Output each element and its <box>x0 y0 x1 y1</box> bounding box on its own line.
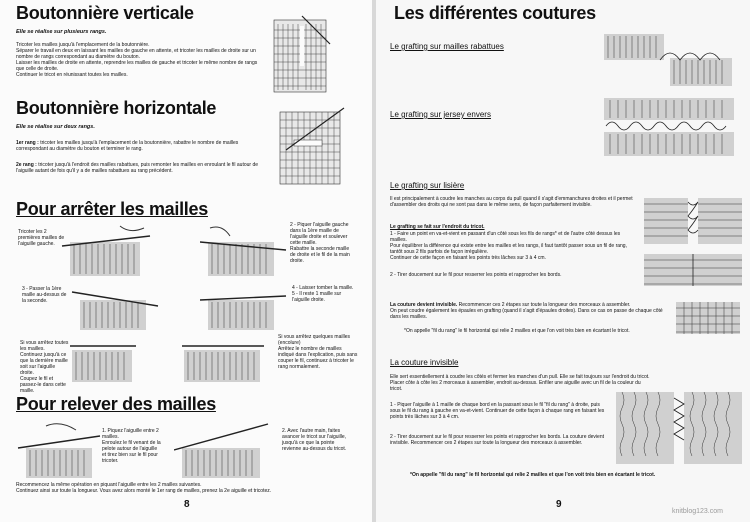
illustration-relever-2 <box>174 420 270 480</box>
subtitle-horizontale: Elle se réalise sur deux rangs. <box>16 124 95 130</box>
text-relever-step1: 1. Piquez l'aiguille entre 2 mailles. Enroulez le fil venant de la pelote autour de l'aiguille et tirez bien sur le fil pour tricoter. <box>102 428 161 464</box>
illustration-verticale <box>272 14 334 94</box>
title-boutonniere-horizontale: Boutonnière horizontale <box>16 98 217 118</box>
rang1-text: tricoter les mailles jusqu'à l'emplacement de la boutonnière, rabattre le nombre de mailles correspondant au diamètre du bouton et terminer le rang. <box>16 140 239 152</box>
illustration-arreter-4 <box>200 282 290 334</box>
watermark: knitblog123.com <box>672 508 723 515</box>
page-number-left: 8 <box>184 499 190 510</box>
text-lisiere-body: Il est principalement à coudre les manches au corps du pull quand il s'agit d'emmanchures droites et il permet d'assembler des droits qui ne sont pas dans le même sens, de façon parfaitement invisible. <box>390 196 633 208</box>
text-arreter-step1: Tricoter les 2 premières mailles de l'aiguille gauche. <box>18 229 65 247</box>
left-page <box>0 0 372 522</box>
illustration-grafting-lisiere-2 <box>640 250 746 290</box>
text-relever-footer: Recommencez la même opération en piquant l'aiguille entre les 2 mailles suivantes. Continuez ainsi sur toute la longueur. Vous avez alors monté le 1er rang de mailles, prenez la 2e aiguille et tricotez. <box>16 482 272 494</box>
text-arreter-note-right: Si vous arrêtez quelques mailles (encolure) Arrêtez le nombre de mailles indiqué dans l'explication, puis sans couper le fil, continuez à tricoter le rang normalement. <box>278 334 358 370</box>
text-verticale: Tricoter les mailles jusqu'à l'emplacement de la boutonnière. Séparer le travail en deux en laissant les mailles de gauche en attente, et tricoter les mailles de droite sur un nombre de rangs correspondant au diamètre du bouton. Laisser les mailles de droite en attente, reprendre les mailles de gauche et tricoter le même nombre de rangs que celle de droite. Continuer le tricot en réunissant toutes les mailles. <box>16 42 258 78</box>
text-relever-step2: 2. Avec l'autre main, faites avancer le tricot sur l'aiguille, jusqu'à ce que la pointe revienne au-dessus du tricot. <box>282 428 347 452</box>
title-differentes-coutures: Les différentes coutures <box>394 3 596 23</box>
rang1-label: 1er rang : <box>16 140 39 146</box>
title-relever-mailles: Pour relever des mailles <box>16 394 216 414</box>
text-arreter-step3: 3 - Passer la 1ère maille au-dessus de la seconde. <box>22 286 67 304</box>
text-couture-step2: 2 - Tirer doucement sur le fil pour resserrer les points et rapprocher les bords. La couture devient invisible. Recommencer ces 2 étapes sur toute la longueur des morceaux à assembler. <box>390 434 604 446</box>
illustration-horizontale <box>276 106 348 188</box>
text-horizontale-rang2 <box>16 162 266 174</box>
text-footnote-2: *On appelle "fil du rang" le fil horizontal qui relie 2 mailles et que l'on voit très bien en écartant le tricot. <box>410 472 656 478</box>
label-grafting-mailles-rabattues: Le grafting sur mailles rabattues <box>390 42 504 51</box>
illustration-arreter-6 <box>180 336 266 384</box>
illustration-grafting-jersey <box>600 92 740 162</box>
subtitle-verticale: Elle se réalise sur plusieurs rangs. <box>16 29 107 35</box>
text-couture-step1: 1 - Piquer l'aiguille à 1 maille de chaque bord en la passant sous le fil "fil du rang" à droite, puis sous le fil du rang à gauche en va-et-vient. Continuer de cette façon à chaque rang en faisant les points très lâches sur 3 à 4 cm. <box>390 402 605 420</box>
illustration-couture-fin <box>672 298 746 338</box>
illustration-arreter-2 <box>200 222 290 280</box>
illustration-grafting-rabattues <box>600 26 740 92</box>
text-grafting-step2: 2 - Tirer doucement sur le fil pour resserrer les points et rapprocher les bords. <box>390 272 562 278</box>
page-number-right: 9 <box>556 499 562 510</box>
title-boutonniere-verticale: Boutonnière verticale <box>16 3 194 23</box>
heading-grafting-endroit: Le grafting se fait sur l'endroit du tricot. <box>390 224 485 230</box>
rang2-text: tricoter jusqu'à l'endroit des mailles rabattues, puis remonter les mailles en enroulant le fil autour de l'aiguille autant de fois qu'il y a de mailles rabattues au rang précédent. <box>16 162 259 174</box>
text-horizontale-rang1 <box>16 140 266 152</box>
illustration-relever-1 <box>16 418 102 480</box>
label-grafting-jersey-envers: Le grafting sur jersey envers <box>390 110 491 119</box>
text-couture-body: Elle sert essentiellement à coudre les côtés et fermer les manches d'un pull. Elle se fait toujours sur l'endroit du tricot. Placer côte à côte les 2 morceaux à assembler, endroit au-dessus. Enfiler une aiguille avec un fil de la couleur du tricot. <box>390 374 650 392</box>
heading-couture-devient-invisible: La couture devient invisible. <box>390 302 458 308</box>
right-page <box>376 0 750 522</box>
illustration-arreter-1 <box>60 222 152 280</box>
illustration-arreter-3 <box>70 282 160 334</box>
text-footnote-1: *On appelle "fil du rang" le fil horizontal qui relie 2 mailles et que l'on voit très bien en écartant le tricot. <box>404 328 630 334</box>
text-couture-devient-invisible: Recommencer ces 2 étapes sur toute la longueur des morceaux à assembler. On peut coudre également les épaules en grafting (quand il s'agit d'épaules droites). Dans ce cas on passe de chaque côté dans les mailles. <box>390 302 663 320</box>
text-grafting-step1: 1 - Faire un point en va-et-vient en passant d'un côté sous les fils de rangs* et de l'autre côté dessus les mailles. Pour équilibrer la différence qui existe entre les mailles et les rangs, il faut tantôt passer sous un fil de rang, tantôt sous 2 fils parfois de façon irrégulière. Continuer de cette façon en faisant les points très lâches sur 3 à 4 cm. <box>390 231 627 261</box>
label-grafting-lisiere: Le grafting sur lisière <box>390 181 465 190</box>
title-arreter-mailles: Pour arrêter les mailles <box>16 199 208 219</box>
illustration-grafting-lisiere-1 <box>640 192 746 248</box>
text-couture-invisible-para <box>390 302 668 320</box>
illustration-couture-invisible <box>612 388 746 468</box>
label-couture-invisible: La couture invisible <box>390 358 459 367</box>
text-arreter-note-left: Si vous arrêtez toutes les mailles. Continuez jusqu'à ce que la dernière maille soit sur l'aiguille droite. Coupez le fil et passez-le dans cette maille. <box>20 340 69 394</box>
illustration-arreter-5 <box>66 336 142 384</box>
rang2-label: 2e rang : <box>16 162 37 168</box>
text-arreter-step4: 4 - Laisser tomber la maille. 5 - Il reste 1 maille sur l'aiguille droite. <box>292 285 354 303</box>
text-arreter-step2: 2 - Piquer l'aiguille gauche dans la 1ère maille de l'aiguille droite et soulever cette maille. Rabattre la seconde maille de droite et le fil de la main droite. <box>290 222 350 264</box>
